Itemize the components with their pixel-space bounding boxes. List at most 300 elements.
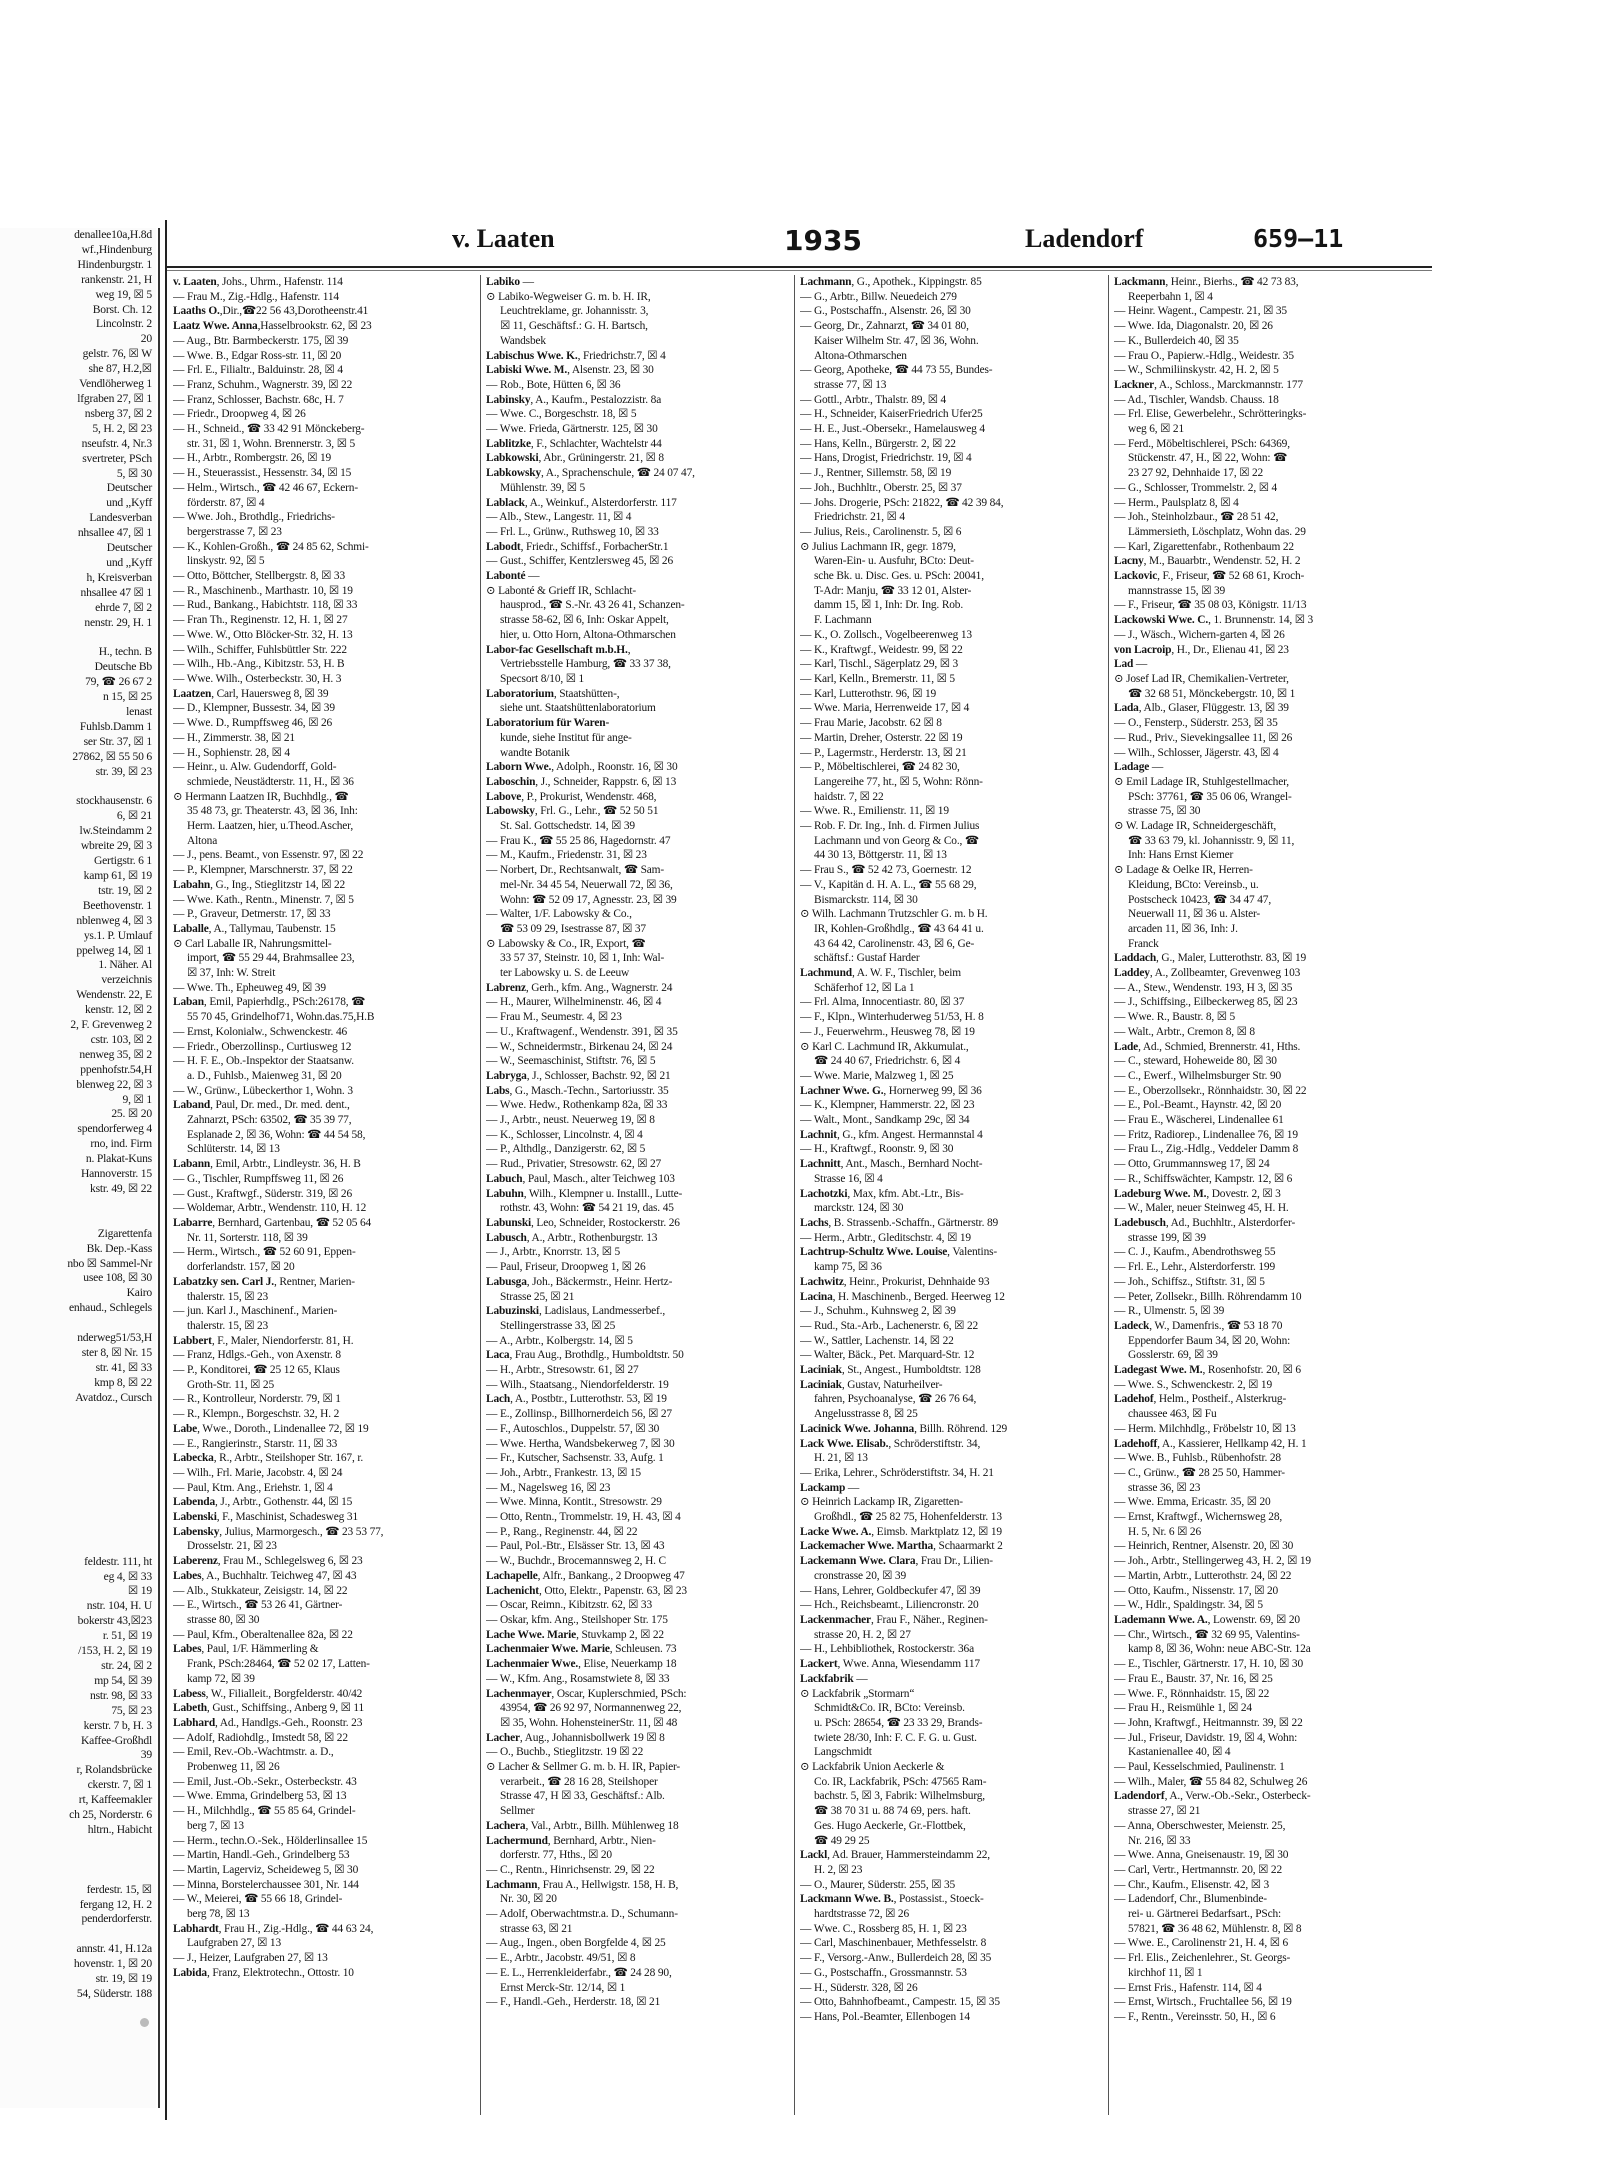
directory-entry: — Wwe. Emma, Ericastr. 35, ☒ 20 xyxy=(1114,1496,1271,1509)
directory-entry-heading: Labodt, Friedr., Schiffsf., ForbacherStr.1 xyxy=(486,540,669,553)
fragment-line: nstr. 98, ☒ 33 xyxy=(89,1688,152,1702)
directory-entry: — Alb., Stukkateur, Zeisigstr. 14, ☒ 22 xyxy=(173,1584,348,1597)
fragment-line: hltrn., Habicht xyxy=(87,1822,152,1836)
directory-entry: — Frau O., Papierw.-Hdlg., Weidestr. 35 xyxy=(1114,349,1294,362)
entry-continuation: bachstr. 5, ☒ 3, Fabrik: Wilhelmsburg, xyxy=(814,1790,985,1803)
fragment-line: Beethovenstr. 1 xyxy=(82,898,152,912)
directory-entry-heading: Ladehof, Helm., Postheif., Alsterkrug- xyxy=(1114,1393,1287,1406)
fragment-line: 75, ☒ 23 xyxy=(111,1703,152,1717)
fragment-line: ckerstr. 7, ☒ 1 xyxy=(87,1778,152,1792)
fragment-line: ppenhofstr.54,H xyxy=(80,1062,152,1076)
directory-entry: — Alb., Stew., Langestr. 11, ☒ 4 xyxy=(486,511,632,524)
fragment-line xyxy=(0,1197,156,1212)
directory-entry: — P., Graveur, Detmerstr. 17, ☒ 33 xyxy=(173,908,331,921)
directory-entry: — Frl. E., Filialtr., Balduinstr. 28, ☒ 4 xyxy=(173,364,343,377)
entry-continuation: ☒ 35, Wohn. HohensteinerStr. 11, ☒ 48 xyxy=(500,1716,678,1729)
directory-entry: — Georg, Apotheke, ☎ 44 73 55, Bundes- xyxy=(800,364,993,377)
directory-entry: ⊙ Josef Lad IR, Chemikalien-Vertreter, xyxy=(1114,672,1289,685)
directory-entry: — Wwe. F., Rönnhaidstr. 15, ☒ 22 xyxy=(1114,1687,1270,1700)
directory-entry: — H., Arbtr., Rombergstr. 26, ☒ 19 xyxy=(173,452,332,465)
entry-continuation: mel-Nr. 34 45 54, Neuerwall 72, ☒ 36, xyxy=(500,878,673,891)
fragment-line xyxy=(0,1525,156,1540)
fragment-line: nderweg51/53,H xyxy=(77,1331,152,1345)
directory-entry: — A., Stew., Wendenstr. 193, H 3, ☒ 35 xyxy=(1114,981,1293,994)
fragment-line: Avatdoz., Cursch xyxy=(75,1390,152,1404)
directory-entry: — Norbert, Dr., Rechtsanwalt, ☎ Sam- xyxy=(486,864,665,877)
directory-entry: — Wilh., Schlosser, Jägerstr. 43, ☒ 4 xyxy=(1114,746,1279,759)
fragment-line xyxy=(0,1406,156,1421)
directory-entry: — H., Kraftwgf., Roonstr. 9, ☒ 30 xyxy=(800,1143,954,1156)
directory-entry: — Ferd., Möbeltischlerei, PSch: 64369, xyxy=(1114,437,1290,450)
fragment-line: 39 xyxy=(140,1748,152,1762)
directory-entry-heading: Labbert, F., Maler, Niendorferstr. 81, H. xyxy=(173,1334,354,1347)
directory-entry: — Franz, Hdlgs.-Geh., von Axenstr. 8 xyxy=(173,1349,341,1362)
directory-entry: — Otto, Kaufm., Nissenstr. 17, ☒ 20 xyxy=(1114,1584,1279,1597)
directory-entry: — Carl, Maschinenbauer, Methfesselstr. 8 xyxy=(800,1937,987,1950)
directory-entry-heading: Ladegast Wwe. M., Rosenhofstr. 20, ☒ 6 xyxy=(1114,1364,1301,1377)
fragment-line xyxy=(0,1421,156,1436)
directory-entry-heading: Laberenz, Frau M., Schlegelsweg 6, ☒ 23 xyxy=(173,1555,363,1568)
directory-entry: — Wwe. Anna, Gneisenaustr. 19, ☒ 30 xyxy=(1114,1849,1289,1862)
entry-continuation: Schäferhof 12, ☒ La 1 xyxy=(814,981,915,994)
entry-continuation: ☎ 32 68 51, Mönckebergstr. 10, ☒ 1 xyxy=(1128,687,1296,700)
directory-entry: — Frl. Elise, Gewerbelehr., Schrötteringks- xyxy=(1114,408,1307,421)
directory-entry: — O., Buchb., Stieglitzstr. 19 ☒ 22 xyxy=(486,1746,644,1759)
entry-continuation: PSch: 37761, ☎ 35 06 06, Wrangel- xyxy=(1128,790,1292,803)
directory-entry: — Walter, Bäck., Pet. Marquard-Str. 12 xyxy=(800,1349,975,1362)
directory-entry-heading: Ladeck, W., Damenfris., ☎ 53 18 70 xyxy=(1114,1319,1283,1332)
fragment-line: denallee10a,H.8d xyxy=(74,228,152,241)
fragment-line: str. 39, ☒ 23 xyxy=(95,764,152,778)
entry-continuation: kamp 75, ☒ 36 xyxy=(814,1261,882,1274)
directory-entry-heading: Lablack, A., Weinkuf., Alsterdorferstr. 117 xyxy=(486,496,677,509)
directory-entry: — E., Arbtr., Jacobstr. 49/51, ☒ 8 xyxy=(486,1952,636,1965)
directory-entry: — Wwe. S., Schwenckestr. 2, ☒ 19 xyxy=(1114,1378,1273,1391)
directory-entry: — Gust., Kraftwgf., Süderstr. 319, ☒ 26 xyxy=(173,1187,353,1200)
entry-continuation: Esplanade 2, ☒ 36, Wohn: ☎ 44 54 58, xyxy=(187,1128,366,1141)
directory-column-3 xyxy=(800,275,1105,2025)
directory-entry: — J., Rentner, Sillemstr. 58, ☒ 19 xyxy=(800,467,952,480)
fragment-line: nhsallee 47 ☒ 1 xyxy=(80,585,152,599)
directory-entry: — Rob., Bote, Hütten 6, ☒ 36 xyxy=(486,378,621,391)
directory-entry: — Herm., techn.O.-Sek., Hölderlinsallee 15 xyxy=(173,1834,368,1847)
entry-continuation: verarbeit., ☎ 28 16 28, Steilshoper xyxy=(500,1775,658,1788)
directory-entry-heading: Ladendorf, A., Verw.-Ob.-Sekr., Osterbeck- xyxy=(1114,1790,1311,1803)
entry-continuation: Kaiser Wilhelm Str. 47, ☒ 36, Wohn. xyxy=(814,334,979,347)
fragment-line: kstr. 49, ☒ 22 xyxy=(89,1182,152,1195)
fragment-line: Hindenburgstr. 1 xyxy=(77,257,152,271)
fragment-line: nsberg 37, ☒ 2 xyxy=(84,406,152,420)
directory-entry: — E., Pol.-Beamt., Haynstr. 42, ☒ 20 xyxy=(1114,1099,1282,1112)
entry-continuation: Specsort 8/10, ☒ 1 xyxy=(500,672,585,685)
directory-entry: — Frau M., Zig.-Hdlg., Hafenstr. 114 xyxy=(173,290,339,303)
directory-entry: — H., Zimmerstr. 38, ☒ 21 xyxy=(173,731,295,744)
directory-entry: — Frl. Alma, Innocentiastr. 80, ☒ 37 xyxy=(800,996,965,1009)
directory-entry: — Fritz, Radiorep., Lindenallee 76, ☒ 19 xyxy=(1114,1128,1298,1141)
directory-entry-heading: Laboratorium, Staatshütten-, xyxy=(486,687,620,700)
directory-entry: — Wwe. E., Carolinenstr 21, H. 4, ☒ 6 xyxy=(1114,1937,1289,1950)
entry-continuation: Kleidung, BCto: Vereinsb., u. xyxy=(1128,878,1259,891)
entry-continuation: thalerstr. 15, ☒ 23 xyxy=(187,1290,269,1303)
directory-entry: — C., Ewerf., Wilhelmsburger Str. 90 xyxy=(1114,1069,1282,1082)
entry-continuation: ter Labowsky u. S. de Leeuw xyxy=(500,967,630,980)
directory-entry: — E., Rangierinstr., Starstr. 11, ☒ 33 xyxy=(173,1437,338,1450)
fragment-line: ch 25, Norderstr. 6 xyxy=(69,1808,152,1822)
entry-continuation: Eppendorfer Baum 34, ☒ 20, Wohn: xyxy=(1128,1334,1291,1347)
directory-entry: — Walter, 1/F. Labowsky & Co., xyxy=(486,908,632,921)
fragment-line: 5, H. 2, ☒ 23 xyxy=(92,421,152,435)
directory-entry: — G., Arbtr., Billw. Neuedeich 279 xyxy=(800,290,957,303)
directory-entry-heading: Lachera, Val., Arbtr., Billh. Mühlenweg 18 xyxy=(486,1819,679,1832)
entry-continuation: 33 57 37, Steinstr. 10, ☒ 1, Inh: Wal- xyxy=(500,952,665,965)
directory-entry-heading: Laboschin, J., Schneider, Rappstr. 6, ☒ 13 xyxy=(486,775,677,788)
directory-entry: — Martin, Dreher, Osterstr. 22 ☒ 19 xyxy=(800,731,963,744)
directory-entry: — C., steward, Hoheweide 80, ☒ 30 xyxy=(1114,1055,1277,1068)
directory-entry-heading: Labann, Emil, Arbtr., Lindleystr. 36, H. B xyxy=(173,1158,361,1171)
directory-entry-heading: Laatzen, Carl, Hauersweg 8, ☒ 39 xyxy=(173,687,329,700)
directory-entry: — E., Wirtsch., ☎ 53 26 41, Gärtner- xyxy=(173,1599,343,1612)
entry-continuation: import, ☎ 55 29 44, Brahmsallee 23, xyxy=(187,952,355,965)
directory-entry: — Wwe. Minna, Kontit., Stresowstr. 29 xyxy=(486,1496,662,1509)
fragment-line: nhsallee 47, ☒ 1 xyxy=(77,526,152,540)
directory-entry: — J., Heizer, Laufgraben 27, ☒ 13 xyxy=(173,1952,328,1965)
directory-entry-heading: Labes, A., Buchhaltr. Teichweg 47, ☒ 43 xyxy=(173,1569,357,1582)
directory-entry: — Herm., Arbtr., Gleditschstr. 4, ☒ 19 xyxy=(800,1231,971,1244)
directory-entry-heading: Lade, Ad., Schmied, Brennerstr. 41, Hths. xyxy=(1114,1040,1301,1053)
fragment-line: spendorferweg 4 xyxy=(77,1122,152,1136)
directory-entry: — M., Kaufm., Friedenstr. 31, ☒ 23 xyxy=(486,849,647,862)
fragment-line: eg 4, ☒ 33 xyxy=(103,1569,152,1583)
directory-entry: — Martin, Arbtr., Lutterothstr. 24, ☒ 22 xyxy=(1114,1569,1292,1582)
directory-entry: — K., Klempner, Hammerstr. 22, ☒ 23 xyxy=(800,1099,975,1112)
directory-entry: — Karl, Lutterothstr. 96, ☒ 19 xyxy=(800,687,937,700)
entry-continuation: str. 31, ☒ 1, Wohn. Brennerstr. 3, ☒ 5 xyxy=(187,437,355,450)
fragment-line: Kaffee-Großhdl xyxy=(80,1733,152,1747)
fragment-line: /153, H. 2, ☒ 19 xyxy=(78,1644,152,1658)
directory-entry-heading: Lachnit, G., kfm. Angest. Hermannstal 4 xyxy=(800,1128,983,1141)
directory-entry: — K., Schlosser, Lincolnstr. 4, ☒ 4 xyxy=(486,1128,643,1141)
directory-entry: — Wwe. R., Emilienstr. 11, ☒ 19 xyxy=(800,805,949,818)
entry-continuation: Strasse 16, ☒ 4 xyxy=(814,1172,883,1185)
fragment-line: enhaud., Schlegels xyxy=(68,1301,152,1315)
directory-entry: — Paul, Kesselschmied, Paulinenstr. 1 xyxy=(1114,1761,1285,1774)
directory-entry-heading: Lada, Alb., Glaser, Flüggestr. 13, ☒ 39 xyxy=(1114,702,1289,715)
fragment-line: cstr. 103, ☒ 2 xyxy=(90,1032,152,1046)
entry-continuation: Wandsbek xyxy=(500,334,546,347)
directory-entry-heading: Lacke Wwe. A., Eimsb. Marktplatz 12, ☒ 19 xyxy=(800,1525,1002,1538)
directory-entry: — H., Sophienstr. 28, ☒ 4 xyxy=(173,746,290,759)
directory-entry-heading: Labiko — xyxy=(486,276,534,288)
directory-entry: — Frau S., ☎ 52 42 73, Goernestr. 12 xyxy=(800,864,972,877)
directory-entry: — J., Arbtr., neust. Neuerweg 19, ☒ 8 xyxy=(486,1114,655,1127)
directory-entry-heading: Labatzky sen. Carl J., Rentner, Marien- xyxy=(173,1275,355,1288)
fragment-line: r, Rolandsbrücke xyxy=(76,1763,152,1777)
entry-continuation: Laufgraben 27, ☒ 13 xyxy=(187,1937,282,1950)
directory-entry: — W., Schneidermstr., Birkenau 24, ☒ 24 xyxy=(486,1040,673,1053)
directory-entry: — Heinrich, Rentner, Alsenstr. 20, ☒ 30 xyxy=(1114,1540,1294,1553)
directory-entry-heading: Lacina, H. Maschinenb., Berged. Heerweg 12 xyxy=(800,1290,1005,1303)
directory-entry-heading: Labahn, G., Ing., Stieglitzstr 14, ☒ 22 xyxy=(173,878,346,891)
directory-entry-heading: Lachenmaier Wwe. Marie, Schleusen. 73 xyxy=(486,1643,677,1656)
directory-entry: — Herm., Wirtsch., ☎ 52 60 91, Eppen- xyxy=(173,1246,356,1259)
entry-continuation: Postscheck 10423, ☎ 34 47 47, xyxy=(1128,893,1272,906)
directory-entry: — Rud., Priv., Sievekingsallee 11, ☒ 26 xyxy=(1114,731,1293,744)
fragment-line: ehrde 7, ☒ 2 xyxy=(95,600,152,614)
entry-continuation: kamp 72, ☒ 39 xyxy=(187,1672,255,1685)
entry-continuation: F. Lachmann xyxy=(814,614,872,627)
fragment-line: lw.Steindamm 2 xyxy=(79,824,152,838)
header-page-number: 659—11 xyxy=(1253,224,1344,253)
entry-continuation: Leuchtreklame, gr. Johannisstr. 3, xyxy=(500,305,649,318)
entry-continuation: 43 64 42, Carolinenstr. 43, ☒ 6, Ge- xyxy=(814,937,975,950)
fragment-line: bokerstr 43,☒23 xyxy=(77,1614,152,1628)
directory-entry: — Franz, Schlosser, Bachstr. 68c, H. 7 xyxy=(173,393,344,406)
directory-entry: — Frau K., ☎ 55 25 86, Hagedornstr. 47 xyxy=(486,834,671,847)
directory-entry: — Frl. Elis., Zeichenlehrer., St. Georgs- xyxy=(1114,1952,1291,1965)
directory-entry: — Frau H., Reismühle 1, ☒ 24 xyxy=(1114,1702,1252,1715)
directory-entry: ⊙ Carl Laballe IR, Nahrungsmittel- xyxy=(173,937,332,950)
directory-entry: — Martin, Lagerviz, Scheideweg 5, ☒ 30 xyxy=(173,1863,359,1876)
directory-entry: ⊙ Wilh. Lachmann Trutzschler G. m. b H. xyxy=(800,908,988,921)
fragment-line: feldestr. 111, ht xyxy=(84,1554,152,1568)
fragment-line: she 87, H.2,☒ xyxy=(88,362,152,376)
entry-continuation: berg 78, ☒ 13 xyxy=(187,1908,250,1921)
directory-entry: ⊙ Labonté & Grieff IR, Schlacht- xyxy=(486,584,637,597)
fragment-line: kenstr. 12, ☒ 2 xyxy=(85,1003,152,1017)
fragment-line: svertreter, PSch xyxy=(82,451,152,465)
directory-entry-heading: Labuch, Paul, Masch., alter Teichweg 103 xyxy=(486,1172,675,1185)
directory-entry: — Frl. E., Lehr., Alsterdorferstr. 199 xyxy=(1114,1261,1276,1274)
fragment-line: ferdestr. 15, ☒ xyxy=(86,1882,152,1896)
entry-continuation: Bismarckstr. 114, ☒ 30 xyxy=(814,893,918,906)
entry-continuation: förderstr. 87, ☒ 4 xyxy=(187,496,265,509)
directory-entry-heading: Labischus Wwe. K., Friedrichstr.7, ☒ 4 xyxy=(486,349,666,362)
directory-entry-heading: Labowsky, Frl. G., Lehr., ☎ 52 50 51 xyxy=(486,805,659,818)
directory-entry: — Wilh., Frl. Marie, Jacobstr. 4, ☒ 24 xyxy=(173,1466,343,1479)
directory-entry-heading: Laboratorium für Waren- xyxy=(486,717,610,730)
directory-entry-heading: Lad — xyxy=(1114,658,1148,671)
entry-continuation: rei- u. Gärtnerei Bedarfsart., PSch: xyxy=(1128,1908,1282,1921)
directory-entry-heading: Lachmann, G., Apothek., Kippingstr. 85 xyxy=(800,276,982,288)
entry-continuation: Reeperbahn 1, ☒ 4 xyxy=(1128,290,1213,303)
directory-entry-heading: Labusch, A., Arbtr., Rothenburgstr. 13 xyxy=(486,1231,658,1244)
directory-entry-heading: Labida, Franz, Elektrotechn., Ottostr. 10 xyxy=(173,1966,354,1979)
fragment-line: kerstr. 7 b, H. 3 xyxy=(83,1718,152,1732)
directory-entry: — Walt., Mont., Sandkamp 29c, ☒ 34 xyxy=(800,1114,970,1127)
entry-continuation: Mühlenstr. 39, ☒ 5 xyxy=(500,481,586,494)
directory-entry: — H., Schneid., ☎ 33 42 91 Mönckeberg- xyxy=(173,423,365,436)
directory-entry-heading: Labes, Paul, 1/F. Hämmerling & xyxy=(173,1643,319,1656)
fragment-line: kmp 8, ☒ 22 xyxy=(94,1375,152,1389)
fragment-line: lenast xyxy=(126,705,152,718)
fragment-line: rankenstr. 21, H xyxy=(81,272,152,286)
directory-entry: — E., Tischler, Gärtnerstr. 17, H. 10, ☒ 30 xyxy=(1114,1658,1304,1671)
fragment-line: ☒ 19 xyxy=(127,1584,152,1598)
directory-entry: — Hans, Drogist, Friedrichstr. 19, ☒ 4 xyxy=(800,452,972,465)
directory-entry-heading: Labkowsky, A., Sprachenschule, ☎ 24 07 47, xyxy=(486,467,695,480)
header-rule-thin xyxy=(167,270,1432,271)
directory-entry: — Rob. F. Dr. Ing., Inh. d. Firmen Julius xyxy=(800,820,980,833)
directory-entry: — Wwe. Maria, Herrenweide 17, ☒ 4 xyxy=(800,702,970,715)
directory-entry: — Anna, Oberschwester, Meienstr. 25, xyxy=(1114,1819,1286,1832)
directory-entry-heading: von Lacroip, H., Dr., Elienau 41, ☒ 23 xyxy=(1114,643,1289,656)
directory-entry-heading: Labkowski, Abr., Grüningerstr. 21, ☒ 8 xyxy=(486,452,664,465)
directory-entry: — F., Friseur, ☎ 35 08 03, Königstr. 11/13 xyxy=(1114,599,1307,612)
directory-entry: ⊙ Julius Lachmann IR, gegr. 1879, xyxy=(800,540,956,553)
directory-entry: — F., Handl.-Geh., Herderstr. 18, ☒ 21 xyxy=(486,1996,661,2009)
directory-entry: ⊙ Ladage & Oelke IR, Herren- xyxy=(1114,864,1253,877)
entry-continuation: Probenweg 11, ☒ 26 xyxy=(187,1761,280,1774)
directory-entry-heading: Lackovic, F., Friseur, ☎ 52 68 61, Kroch- xyxy=(1114,570,1305,583)
directory-entry-heading: Labhard, Ad., Handlgs.-Geh., Roonstr. 23 xyxy=(173,1716,363,1729)
directory-entry-heading: Labiski Wwe. M., Alsenstr. 23, ☒ 30 xyxy=(486,364,654,377)
entry-continuation: Großhdl., ☎ 25 82 75, Hohenfelderstr. 13 xyxy=(814,1511,1002,1524)
entry-continuation: hardtstrasse 72, ☒ 26 xyxy=(814,1908,910,1921)
directory-entry-heading: Laatz Wwe. Anna,Hasselbrookstr. 62, ☒ 23 xyxy=(173,320,372,333)
directory-entry: — Helm., Wirtsch., ☎ 42 46 67, Eckern- xyxy=(173,481,358,494)
fragment-line: nblenweg 4, ☒ 3 xyxy=(76,913,152,927)
directory-entry: — Paul, Pol.-Btr., Elsässer Str. 13, ☒ 43 xyxy=(486,1540,665,1553)
entry-continuation: damm 15, ☒ 1, Inh: Dr. Ing. Rob. xyxy=(814,599,964,612)
fragment-line xyxy=(0,1838,156,1853)
directory-entry: — Rud., Sta.-Arb., Lachenerstr. 6, ☒ 22 xyxy=(800,1319,979,1332)
directory-entry: — Wwe. Ida, Diagonalstr. 20, ☒ 26 xyxy=(1114,320,1273,333)
directory-entry-heading: Lackmann, Heinr., Bierhs., ☎ 42 73 83, xyxy=(1114,276,1299,288)
entry-continuation: arcaden 11, ☒ 36, Inh: J. xyxy=(1128,922,1238,935)
directory-entry: — Oscar, Reimn., Kibitzstr. 62, ☒ 33 xyxy=(486,1599,653,1612)
directory-entry: — G., Postschaffn., Grossmannstr. 53 xyxy=(800,1966,967,1979)
directory-entry: — Joh., Arbtr., Stellingerweg 43, H. 2, ☒ 19 xyxy=(1114,1555,1311,1568)
directory-entry-heading: Lacinick Wwe. Johanna, Billh. Röhrend. 129 xyxy=(800,1422,1008,1435)
directory-entry-heading: Lackamp — xyxy=(800,1481,860,1494)
header-year: 1935 xyxy=(784,224,862,257)
fragment-line: Deutscher xyxy=(106,541,152,555)
entry-continuation: Frank, PSch:28464, ☎ 52 02 17, Latten- xyxy=(187,1658,370,1671)
directory-entry-heading: Lachotzki, Max, kfm. Abt.-Ltr., Bis- xyxy=(800,1187,964,1200)
directory-entry: — Wwe. W., Otto Blöcker-Str. 32, H. 13 xyxy=(173,628,353,641)
entry-continuation: H. 5, Nr. 6 ☒ 26 xyxy=(1128,1525,1201,1538)
directory-entry-heading: Lackl, Ad. Brauer, Hammersteindamm 22, xyxy=(800,1849,990,1862)
directory-entry: — Peter, Zollsekr., Billh. Röhrendamm 10 xyxy=(1114,1290,1302,1303)
directory-entry: — Ernst, Wirtsch., Fruchtallee 56, ☒ 19 xyxy=(1114,1996,1292,2009)
directory-entry: — Minna, Borstelerchaussee 301, Nr. 144 xyxy=(173,1878,359,1891)
directory-entry-heading: Laborn Wwe., Adolph., Roonstr. 16, ☒ 30 xyxy=(486,761,678,774)
directory-entry: — J., pens. Beamt., von Essenstr. 97, ☒ 22 xyxy=(173,849,364,862)
fragment-line: Zigarettenfa xyxy=(97,1226,152,1240)
fragment-line xyxy=(0,780,156,795)
directory-entry: — Wwe. Hertha, Wandsbekerweg 7, ☒ 30 xyxy=(486,1437,675,1450)
directory-entry: — Frau L., Zig.-Hdlg., Veddeler Damm 8 xyxy=(1114,1143,1299,1156)
directory-entry: — F., Versorg.-Anw., Bullerdeich 28, ☒ 35 xyxy=(800,1952,992,1965)
directory-entry: — R., Maschinenb., Marthastr. 10, ☒ 19 xyxy=(173,584,353,597)
directory-entry: — C., Grünw., ☎ 28 25 50, Hammer- xyxy=(1114,1466,1285,1479)
directory-page xyxy=(165,220,1432,2120)
directory-entry: — K., Kraftwgf., Weidestr. 99, ☒ 22 xyxy=(800,643,963,656)
directory-column-2 xyxy=(486,275,791,2010)
directory-entry: — Hans, Kelln., Bürgerstr. 2, ☒ 22 xyxy=(800,437,956,450)
directory-entry: — J., Schuhm., Kuhnsweg 2, ☒ 39 xyxy=(800,1305,956,1318)
entry-continuation: ☎ 24 40 67, Friedrichstr. 6, ☒ 4 xyxy=(814,1055,961,1068)
directory-entry-heading: Lachenmayer, Oscar, Kuplerschmied, PSch: xyxy=(486,1687,687,1700)
entry-continuation: strasse 20, H. 2, ☒ 27 xyxy=(814,1628,911,1641)
directory-entry: — Paul, Friseur, Droopweg 1, ☒ 26 xyxy=(486,1261,646,1274)
entry-continuation: fahren, Psychoanalyse, ☎ 26 76 64, xyxy=(814,1393,977,1406)
entry-continuation: strasse 36, ☒ 23 xyxy=(1128,1481,1201,1494)
fragment-line: Hannoverstr. 15 xyxy=(80,1167,152,1181)
directory-entry: — H., Süderstr. 328, ☒ 26 xyxy=(800,1981,918,1994)
directory-entry-heading: Labor-fac Gesellschaft m.b.H., xyxy=(486,643,631,656)
directory-entry-heading: Labryga, J., Schlosser, Bachstr. 92, ☒ 21 xyxy=(486,1069,671,1082)
directory-entry: — Wwe. C., Borgeschstr. 18, ☒ 5 xyxy=(486,408,637,421)
directory-entry: — Otto, Bahnhofbeamt., Campestr. 15, ☒ 35 xyxy=(800,1996,1000,2009)
directory-entry-heading: Labe, Wwe., Doroth., Lindenallee 72, ☒ 19 xyxy=(173,1422,369,1435)
directory-entry: — R., Kontrolleur, Norderstr. 79, ☒ 1 xyxy=(173,1393,341,1406)
fragment-line: Landesverban xyxy=(89,511,152,525)
directory-entry-heading: Lackowski Wwe. C., 1. Brunnenstr. 14, ☒ 3 xyxy=(1114,614,1314,627)
directory-entry: — Wwe. B., Edgar Ross-str. 11, ☒ 20 xyxy=(173,349,342,362)
directory-entry: — Adolf, Oberwachtmstr.a. D., Schumann- xyxy=(486,1908,678,1921)
header-right-keyword: Ladendorf xyxy=(1025,224,1144,253)
fragment-line: weg 19, ☒ 5 xyxy=(95,287,152,301)
entry-continuation: twiete 28/30, Inh: F. C. F. G. u. Gust. xyxy=(814,1731,977,1744)
fragment-line: 9, ☒ 1 xyxy=(122,1092,152,1106)
entry-continuation: Nr. 30, ☒ 20 xyxy=(500,1893,557,1906)
directory-entry: — Fr., Kutscher, Sachsenstr. 33, Aufg. 1 xyxy=(486,1452,664,1465)
directory-entry: — G., Schlosser, Trommelstr. 2, ☒ 4 xyxy=(1114,481,1278,494)
directory-entry: — C., Rentn., Hinrichsenstr. 29, ☒ 22 xyxy=(486,1863,655,1876)
fragment-line xyxy=(0,1927,156,1942)
directory-entry: — Julius, Reis., Carolinenstr. 5, ☒ 6 xyxy=(800,525,962,538)
entry-continuation: ☎ 33 63 79, kl. Johannisstr. 9, ☒ 11, xyxy=(1128,834,1295,847)
directory-entry-heading: Laddey, A., Zollbeamter, Grevenweg 103 xyxy=(1114,967,1301,980)
directory-entry: — H., Steuerassist., Hessenstr. 34, ☒ 15 xyxy=(173,467,352,480)
directory-entry-heading: Ladeburg Wwe. M., Dovestr. 2, ☒ 3 xyxy=(1114,1187,1281,1200)
entry-continuation: H. 21, ☒ 13 xyxy=(814,1452,868,1465)
fragment-line: verzeichnis xyxy=(101,973,152,987)
entry-continuation: hausprod., ☎ S.-Nr. 43 26 41, Schanzen- xyxy=(500,599,685,612)
entry-continuation: St. Sal. Gottschedstr. 14, ☒ 39 xyxy=(500,820,635,833)
fragment-line: tstr. 19, ☒ 2 xyxy=(98,883,152,897)
entry-continuation: bergerstrasse 7, ☒ 23 xyxy=(187,525,282,538)
entry-continuation: Franck xyxy=(1128,937,1159,950)
entry-continuation: 35 48 73, gr. Theaterstr. 43, ☒ 36, Inh: xyxy=(187,805,358,818)
directory-entry: — Emil, Rev.-Ob.-Wachtmstr. a. D., xyxy=(173,1746,334,1759)
directory-entry: — Frau E., Baustr. 37, Nr. 16, ☒ 25 xyxy=(1114,1672,1273,1685)
directory-entry: — F., Autoschlos., Duppelstr. 57, ☒ 30 xyxy=(486,1422,660,1435)
entry-continuation: Altona xyxy=(187,834,218,847)
directory-entry: — Ernst Fris., Hafenstr. 114, ☒ 4 xyxy=(1114,1981,1262,1994)
entry-continuation: thalerstr. 15, ☒ 23 xyxy=(187,1319,269,1332)
directory-entry: — E., Zollinsp., Billhornerdeich 56, ☒ 27 xyxy=(486,1408,672,1421)
fragment-line: nseufstr. 4, Nr.3 xyxy=(81,436,152,450)
directory-entry: — H., Schneider, KaiserFriedrich Ufer25 xyxy=(800,408,983,421)
directory-entry: — W., Buchdr., Brocemannsweg 2, H. C xyxy=(486,1555,666,1568)
directory-entry: — Friedr., Oberzollinsp., Curtiusweg 12 xyxy=(173,1040,352,1053)
entry-continuation: kunde, siehe Institut für ange- xyxy=(500,731,632,744)
scan-artifact-dot xyxy=(140,2018,149,2027)
directory-entry-heading: Labrenz, Gerh., kfm. Ang., Wagnerstr. 24 xyxy=(486,981,673,994)
directory-entry: — H., Maurer, Wilhelminenstr. 46, ☒ 4 xyxy=(486,996,662,1009)
directory-entry-heading: Lackert, Wwe. Anna, Wiesendamm 117 xyxy=(800,1658,980,1671)
entry-continuation: Friedrichstr. 21, ☒ 4 xyxy=(814,511,905,524)
directory-entry: ⊙ Emil Ladage IR, Stuhlgestellmacher, xyxy=(1114,775,1289,788)
directory-entry: ⊙ Heinrich Lackamp IR, Zigaretten- xyxy=(800,1496,963,1509)
fragment-line xyxy=(0,1435,156,1450)
directory-entry: — Wwe. Hedw., Rothenkamp 82a, ☒ 33 xyxy=(486,1099,668,1112)
directory-entry: — Carl, Vertr., Hertmannstr. 20, ☒ 22 xyxy=(1114,1863,1283,1876)
directory-entry: — E., Oberzollsekr., Rönnhaidstr. 30, ☒ 22 xyxy=(1114,1084,1307,1097)
entry-continuation: Sellmer xyxy=(500,1805,535,1818)
